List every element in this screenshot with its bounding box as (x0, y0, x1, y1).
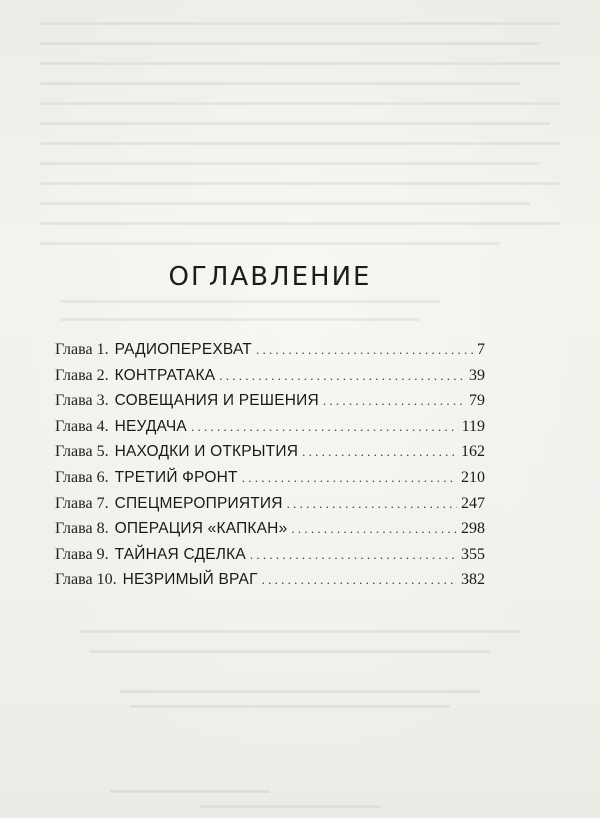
toc-leader-dots (262, 567, 457, 593)
toc-chapter-number: Глава 2. (55, 366, 109, 384)
toc-chapter-number: Глава 3. (55, 392, 109, 410)
toc-page-number: 298 (461, 520, 485, 538)
toc-chapter-title: НАХОДКИ И ОТКРЫТИЯ (114, 443, 299, 461)
toc-leader-dots (191, 414, 458, 440)
toc-entry (55, 337, 485, 363)
toc-chapter-title: ОПЕРАЦИЯ «КАПКАН» (114, 520, 288, 538)
toc-entry (55, 465, 485, 491)
toc-chapter-title: КОНТРАТАКА (114, 366, 216, 384)
toc-leader-dots (287, 491, 457, 517)
toc-entry (55, 491, 485, 517)
toc-leader-dots (219, 363, 465, 389)
table-of-contents (55, 337, 485, 593)
toc-chapter-number: Глава 4. (55, 417, 109, 435)
toc-page-number: 39 (469, 366, 485, 384)
toc-page-number: 119 (461, 417, 485, 435)
toc-page-number: 355 (461, 545, 485, 563)
toc-entry (55, 516, 485, 542)
toc-page-number: 7 (477, 341, 485, 358)
toc-entry (55, 363, 485, 389)
toc-page-number: 382 (461, 571, 485, 589)
toc-chapter-number: Глава 10. (55, 571, 117, 589)
toc-chapter-title: СПЕЦМЕРОПРИЯТИЯ (114, 494, 283, 512)
toc-chapter-number: Глава 8. (55, 520, 109, 538)
toc-entry (55, 567, 485, 593)
toc-chapter-title: ТРЕТИЙ ФРОНТ (114, 468, 238, 486)
toc-entry (55, 439, 485, 465)
toc-leader-dots (302, 439, 457, 465)
toc-chapter-number: Глава 6. (55, 468, 109, 486)
toc-chapter-number: Глава 1. (55, 341, 109, 358)
toc-chapter-number: Глава 5. (55, 443, 109, 461)
toc-title: ОГЛАВЛЕНИЕ (168, 262, 372, 292)
toc-entry (55, 542, 485, 568)
toc-leader-dots (323, 388, 465, 414)
toc-chapter-number: Глава 9. (55, 545, 109, 563)
toc-entry (55, 414, 485, 440)
toc-leader-dots (256, 337, 473, 363)
toc-chapter-number: Глава 7. (55, 494, 109, 512)
toc-chapter-title: ТАЙНАЯ СДЕЛКА (114, 545, 246, 563)
toc-leader-dots (250, 542, 457, 568)
toc-chapter-title: НЕЗРИМЫЙ ВРАГ (122, 571, 258, 589)
toc-entry (55, 388, 485, 414)
toc-chapter-title: РАДИОПЕРЕХВАТ (114, 341, 252, 358)
toc-chapter-title: НЕУДАЧА (114, 417, 187, 435)
toc-page-number: 247 (461, 494, 485, 512)
toc-chapter-title: СОВЕЩАНИЯ И РЕШЕНИЯ (114, 392, 319, 410)
toc-leader-dots (242, 465, 457, 491)
toc-page-number: 79 (469, 392, 485, 410)
toc-page-number: 162 (461, 443, 485, 461)
toc-page-number: 210 (461, 468, 485, 486)
toc-leader-dots (291, 516, 457, 542)
